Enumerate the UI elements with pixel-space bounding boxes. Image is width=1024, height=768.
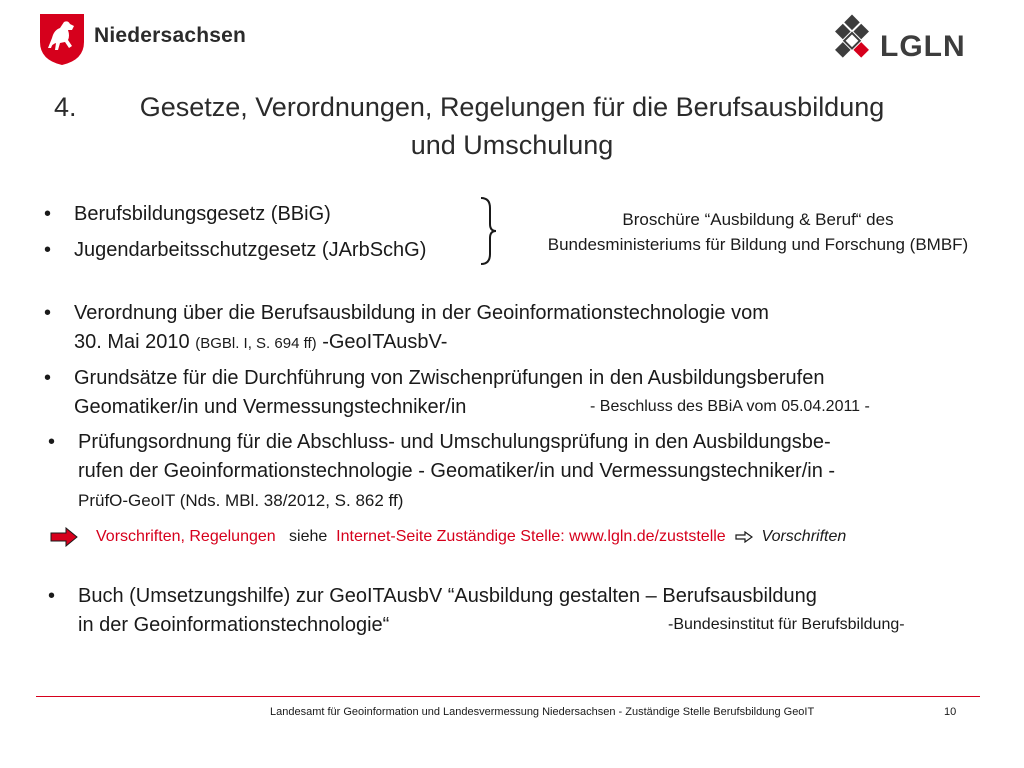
website-link[interactable]: Internet-Seite Zuständige Stelle: www.lgln.de/zuststelle xyxy=(336,528,726,545)
lgln-logo xyxy=(822,12,882,68)
buch-reference: -Bundesinstitut für Berufsbildung- xyxy=(668,616,905,633)
verordnung-date: 30. Mai 2010 xyxy=(74,331,190,353)
grundsaetze-reference: - Beschluss des BBiA vom 05.04.2011 - xyxy=(590,398,870,415)
verordnung-abbr: -GeoITAusbV- xyxy=(322,331,448,353)
bullet: • xyxy=(44,203,52,225)
outline-arrow-right-icon xyxy=(735,531,753,543)
brochure-line-2: Bundesministeriums für Bildung und Forschung (BMBF) xyxy=(547,235,969,254)
bullet: • xyxy=(44,239,52,261)
verordnung-reference: (BGBl. I, S. 694 ff) xyxy=(195,335,317,352)
footer-text: Landesamt für Geoinformation und Landesvermessung Niedersachsen - Zuständige Stelle Berufsbildung GeoIT xyxy=(270,706,815,718)
pruefungsordnung-line-3: PrüfO-GeoIT (Nds. MBl. 38/2012, S. 862 ff) xyxy=(78,491,404,510)
title-line-2: und Umschulung xyxy=(410,130,614,160)
verordnung-line-2 xyxy=(74,328,447,358)
brochure-note xyxy=(500,207,1016,257)
bbig-text: Berufsbildungsgesetz (BBiG) xyxy=(74,203,331,225)
brochure-line-1: Broschüre “Ausbildung & Beruf“ des xyxy=(622,210,894,229)
org-logo-text: LGLN xyxy=(880,30,966,63)
bullet: • xyxy=(48,585,56,607)
bullet: • xyxy=(48,431,56,453)
link-row xyxy=(96,528,846,546)
grundsaetze-line-2: Geomatiker/in und Vermessungstechniker/in xyxy=(74,396,467,418)
lgln-cube-icon xyxy=(822,12,882,68)
see-label: siehe xyxy=(289,528,328,545)
jarbschg-text: Jugendarbeitsschutzgesetz (JArbSchG) xyxy=(74,239,427,261)
footer-divider xyxy=(36,696,980,697)
bullet: • xyxy=(44,367,52,389)
buch-line-2: in der Geoinformationstechnologie“ xyxy=(78,614,390,636)
slide-title xyxy=(40,88,984,164)
pruefungsordnung-line-2: rufen der Geoinformationstechnologie - Geomatiker/in und Vermessungstechniker/in - xyxy=(78,460,836,482)
horse-crest-icon xyxy=(38,12,86,66)
page-number: 10 xyxy=(944,706,957,718)
buch-line-1: Buch (Umsetzungshilfe) zur GeoITAusbV “Ausbildung gestalten – Berufsausbildung xyxy=(78,585,817,607)
state-name: Niedersachsen xyxy=(94,24,247,47)
pruefungsordnung-line-1: Prüfungsordnung für die Abschluss- und Umschulungsprüfung in den Ausbildungsbe- xyxy=(78,431,831,453)
verordnung-line-1: Verordnung über die Berufsausbildung in der Geoinformationstechnologie vom xyxy=(74,302,769,324)
regulations-label: Vorschriften, Regelungen xyxy=(96,528,276,545)
grundsaetze-line-1: Grundsätze für die Durchführung von Zwischenprüfungen in den Ausbildungsberufen xyxy=(74,367,825,389)
bullet: • xyxy=(44,302,52,324)
title-number: 4. xyxy=(54,92,77,122)
title-line-1: Gesetze, Verordnungen, Regelungen für die Berufsausbildung xyxy=(139,92,885,122)
red-arrow-right-icon xyxy=(50,527,78,547)
curly-brace-icon xyxy=(478,196,498,266)
regulations-page-label: Vorschriften xyxy=(761,528,847,545)
